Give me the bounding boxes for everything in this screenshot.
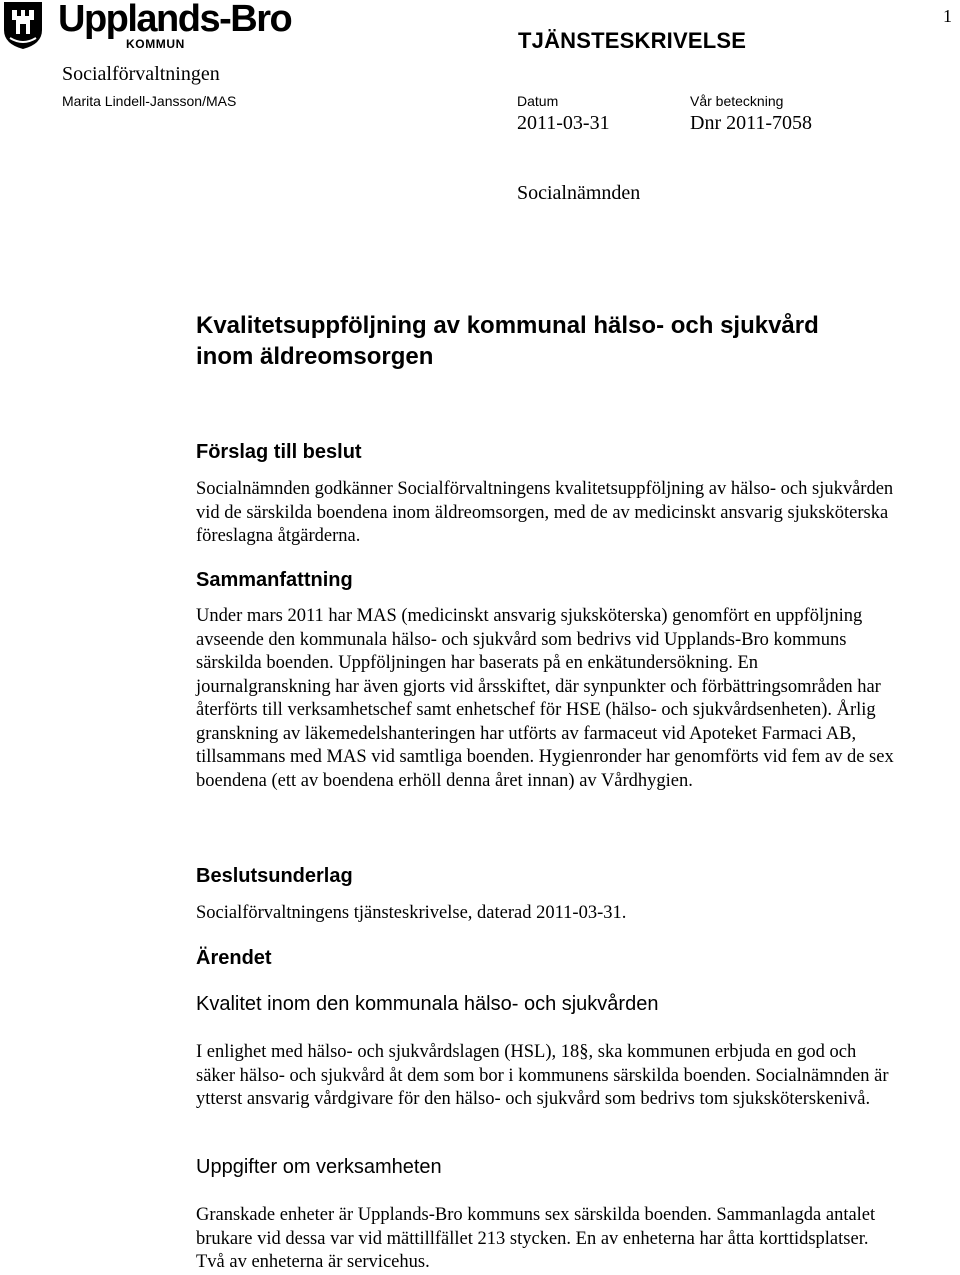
- date-value: 2011-03-31: [517, 112, 610, 134]
- organization-name: Socialförvaltningen: [62, 63, 220, 85]
- section-text-forslag: Socialnämnden godkänner Socialförvaltningens kvalitetsuppföljning av hälso- och sjukvården vid de särskilda boendena inom äldreomsorgen, med de av medicinskt ansvarig sjuksköterska föreslagna åtgärderna.: [196, 479, 894, 546]
- document-title: [196, 310, 896, 372]
- subsection-text-kvalitet: I enlighet med hälso- och sjukvårdslagen (HSL), 18§, ska kommunen erbjuda en god och säker hälso- och sjukvård åt dem som bor i kommunens särskilda boenden. Socialnämnden är ytterst ansvarig vårdgivare för den hälso- och sjukvård som bedrivs tom sjuksköterskenivå.: [196, 1042, 889, 1109]
- logo-wordmark: Upplands-Bro: [58, 0, 292, 40]
- page-number: 1: [943, 6, 952, 26]
- section-text-beslutsunderlag: Socialförvaltningens tjänsteskrivelse, daterad 2011-03-31.: [196, 903, 627, 923]
- subsection-heading-uppgifter: Uppgifter om verksamheten: [196, 1156, 442, 1178]
- section-heading-sammanfattning: Sammanfattning: [196, 569, 353, 591]
- municipality-crest-icon: [2, 0, 44, 50]
- logo-subtext: KOMMUN: [126, 37, 185, 51]
- reference-label: Vår beteckning: [690, 93, 784, 109]
- author-name: Marita Lindell-Jansson/MAS: [62, 93, 237, 109]
- municipality-logo: [58, 0, 292, 52]
- subsection-text-uppgifter: Granskade enheter är Upplands-Bro kommuns sex särskilda boenden. Sammanlagda antalet brukare vid dessa var vid mättillfället 213 stycken. En av enheterna har åtta korttidsplatser. Två av enheterna är servicehus.: [196, 1205, 876, 1272]
- document-title-line-1: Kvalitetsuppföljning av kommunal hälso- och sjukvård: [196, 312, 819, 339]
- date-label: Datum: [517, 93, 559, 109]
- section-text-sammanfattning: Under mars 2011 har MAS (medicinskt ansvarig sjuksköterska) genomfört en uppföljning avseende den kommunala hälso- och sjukvård som bedrivs vid Upplands-Bro kommuns särskilda boenden. Uppföljningen har baserats på en enkätundersökning. En journalgranskning har även gjorts vid årsskiftet, där synpunkter och förbättringsområden har återförts till verksamhetschef samt enhetschef för HSE (hälso- och sjukvårdsenheten). Årlig granskning av läkemedelshanteringen har utförts av farmaceut vid Apoteket Farmaci AB, tillsammans med MAS vid samtliga boenden. Hygienronder har genomförts vid fem av de sex boendena (ett av boendena erhöll denna året innan) av Vårdhygien.: [196, 606, 894, 791]
- recipient: Socialnämnden: [517, 182, 641, 204]
- document-type: TJÄNSTESKRIVELSE: [518, 28, 747, 53]
- section-heading-arendet: Ärendet: [196, 947, 272, 969]
- section-heading-forslag: Förslag till beslut: [196, 441, 362, 463]
- section-heading-beslutsunderlag: Beslutsunderlag: [196, 865, 353, 887]
- document-title-line-2: inom äldreomsorgen: [196, 343, 434, 370]
- reference-value: Dnr 2011-7058: [690, 112, 813, 134]
- subsection-heading-kvalitet: Kvalitet inom den kommunala hälso- och sjukvården: [196, 993, 659, 1015]
